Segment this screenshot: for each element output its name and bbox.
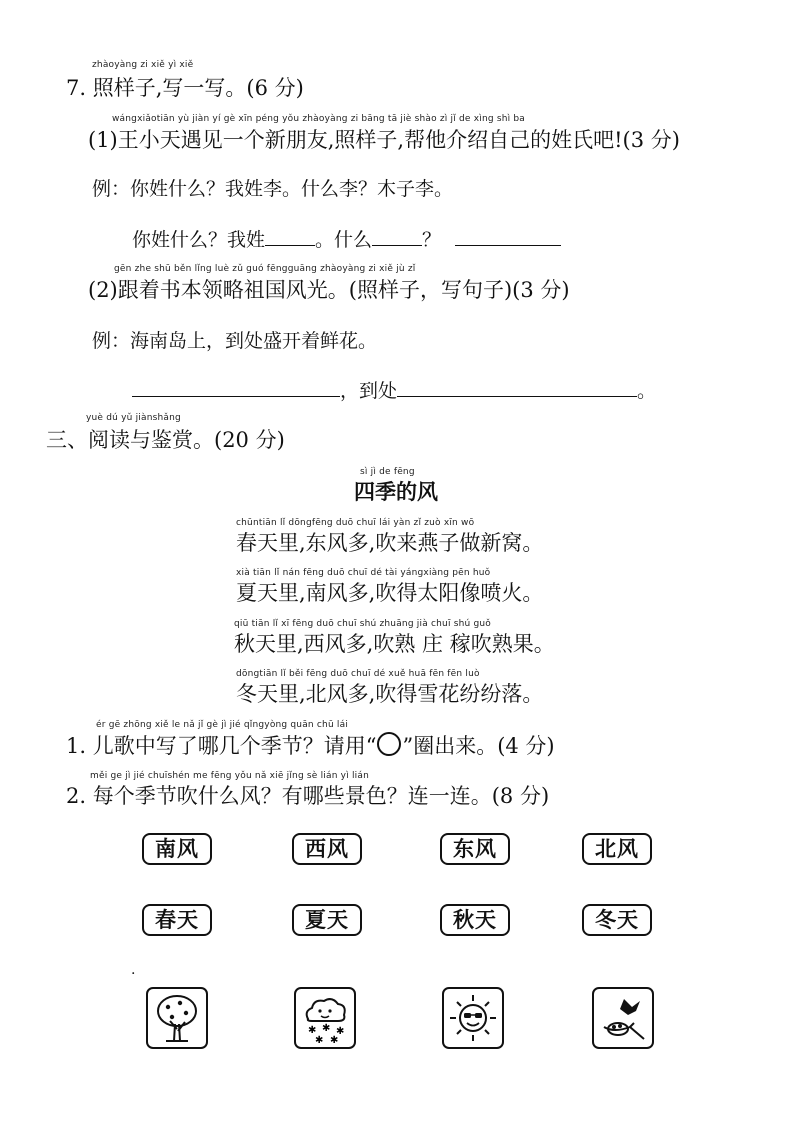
fill-end-text: 。 bbox=[637, 380, 657, 402]
poem-title: 四季的风 bbox=[354, 479, 438, 504]
poem-title-pinyin: sì jì de fēng bbox=[360, 467, 415, 477]
q7-p1-example: 例：你姓什么？我姓李。什么李？木子李。 bbox=[92, 178, 454, 200]
poem-line-4: 冬天里,北风多,吹得雪花纷纷落。 bbox=[236, 682, 544, 706]
q7-p1-text: (1)王小天遇见一个新朋友,照样子,帮他介绍自己的姓氏吧!(3 分) bbox=[88, 128, 680, 152]
q7-p2-example: 例：海南岛上，到处盛开着鲜花。 bbox=[92, 330, 378, 352]
hot-sun-icon[interactable] bbox=[442, 987, 504, 1049]
answer-blank-scene[interactable] bbox=[397, 378, 637, 397]
section3-title: 三、阅读与鉴赏。(20 分) bbox=[46, 428, 285, 452]
fill-b-text: 。什么 bbox=[315, 229, 373, 251]
q7-p2-pinyin: gēn zhe shū běn lǐng luè zǔ guó fēngguāng zhàoyàng zi xiě jù zǐ bbox=[114, 264, 416, 274]
poem-line-3: 秋天里,西风多,吹熟 庄 稼吹熟果。 bbox=[234, 632, 555, 656]
svg-text:✱: ✱ bbox=[330, 1035, 339, 1046]
q7-title: 7. 照样子,写一写。(6 分) bbox=[66, 76, 304, 100]
svg-text:✱: ✱ bbox=[322, 1023, 331, 1034]
q7-pinyin: zhàoyàng zi xiě yì xiě bbox=[92, 60, 194, 70]
wind-box-east[interactable]: 东风 bbox=[440, 833, 510, 865]
swallow-nest-icon[interactable] bbox=[592, 987, 654, 1049]
q7-p1-pinyin: wángxiǎotiān yù jiàn yí gè xīn péng yǒu zhàoyàng zi bāng tā jiè shào zì jǐ de xìng shì ba bbox=[112, 114, 526, 124]
q2-text: 2. 每个季节吹什么风？有哪些景色？连一连。(8 分) bbox=[66, 784, 550, 808]
wind-box-south[interactable]: 南风 bbox=[142, 833, 212, 865]
poem-line-3-pinyin: qiū tiān lǐ xī fēng duō chuī shú zhuāng jià chuī shú guǒ bbox=[234, 619, 491, 629]
q1-text-after: ”圈出来。(4 分) bbox=[402, 734, 555, 758]
fill-a-text: 你姓什么？我姓 bbox=[132, 229, 266, 251]
wind-box-west[interactable]: 西风 bbox=[292, 833, 362, 865]
fill-mid-text: ，到处 bbox=[340, 380, 398, 402]
svg-text:✱: ✱ bbox=[308, 1025, 317, 1036]
answer-blank-reply[interactable] bbox=[455, 227, 561, 246]
q2-pinyin: měi ge jì jié chuīshén me fēng yǒu nǎ xiē jǐng sè lián yì lián bbox=[90, 771, 369, 781]
q7-p2-text: (2)跟着书本领略祖国风光。(照样子，写句子)(3 分) bbox=[88, 278, 570, 302]
poem-line-1-pinyin: chūntiān lǐ dōngfēng duō chuī lái yàn zǐ zuò xīn wō bbox=[236, 518, 475, 528]
section3-pinyin: yuè dú yǔ jiànshǎng bbox=[86, 413, 181, 423]
snow-cloud-icon[interactable] bbox=[294, 987, 356, 1049]
q1-pinyin: ér gē zhōng xiě le nǎ jǐ gè jì jié qǐngyòng quān chū lái bbox=[96, 720, 349, 730]
fill-c-text: ？ bbox=[422, 229, 442, 251]
season-box-summer[interactable]: 夏天 bbox=[292, 904, 362, 936]
season-box-winter[interactable]: 冬天 bbox=[582, 904, 652, 936]
poem-line-4-pinyin: dōngtiān lǐ běi fēng duō chuī dé xuě huā fēn fēn luò bbox=[236, 669, 480, 679]
answer-blank-surname[interactable] bbox=[265, 227, 315, 246]
tree-icon[interactable] bbox=[146, 987, 208, 1049]
circle-icon bbox=[377, 732, 401, 756]
svg-text:✱: ✱ bbox=[315, 1035, 324, 1046]
q7-p2-fill-line bbox=[132, 376, 656, 403]
q7-p1-fill-line bbox=[132, 225, 561, 252]
q1-text bbox=[66, 730, 555, 760]
poem-line-1: 春天里,东风多,吹来燕子做新窝。 bbox=[236, 531, 544, 555]
q1-text-before: 1. 儿歌中写了哪几个季节？请用“ bbox=[66, 734, 377, 758]
season-box-autumn[interactable]: 秋天 bbox=[440, 904, 510, 936]
answer-blank-what[interactable] bbox=[372, 227, 422, 246]
poem-line-2: 夏天里,南风多,吹得太阳像喷火。 bbox=[236, 581, 544, 605]
answer-blank-place[interactable] bbox=[132, 378, 340, 397]
svg-text:✱: ✱ bbox=[336, 1026, 345, 1037]
season-box-spring[interactable]: 春天 bbox=[142, 904, 212, 936]
stray-mark: . bbox=[131, 962, 136, 978]
wind-box-north[interactable]: 北风 bbox=[582, 833, 652, 865]
poem-line-2-pinyin: xià tiān lǐ nán fēng duō chuī dé tài yángxiàng pēn huǒ bbox=[236, 568, 491, 578]
